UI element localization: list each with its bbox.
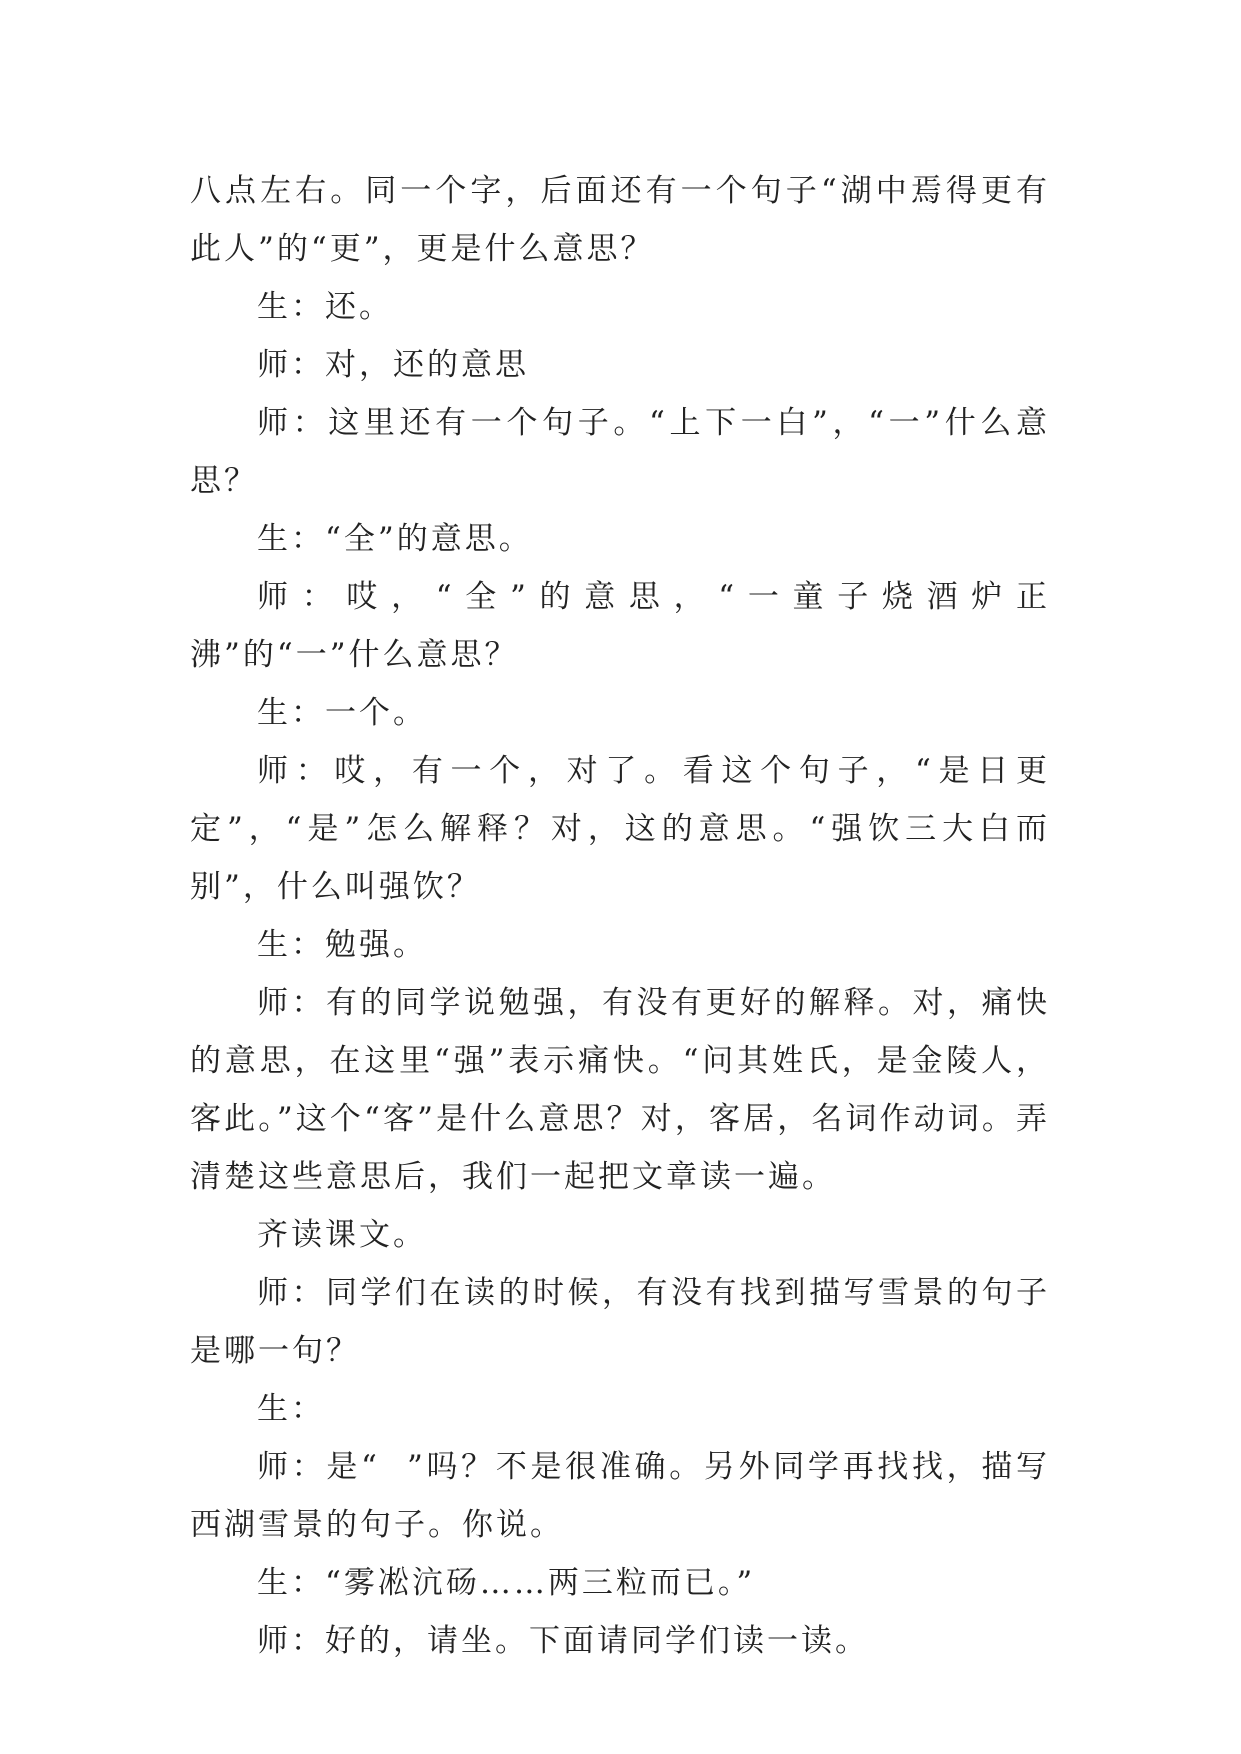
paragraph: 齐读课文。 bbox=[257, 1217, 427, 1253]
paragraph: 师：这里还有一个句子。“上下一白”，“一”什么意思？ bbox=[190, 405, 1050, 499]
paragraph: 八点左右。同一个字，后面还有一个句子“湖中焉得更有此人”的“更”，更是什么意思？ bbox=[190, 173, 1050, 267]
paragraph: 师：有的同学说勉强，有没有更好的解释。对，痛快的意思，在这里“强”表示痛快。“问其姓氏，是金陵人，客此。”这个“客”是什么意思？对，客居，名词作动词。弄清楚这些意思后，我们一起把文章读一遍。 bbox=[190, 985, 1050, 1195]
paragraph: 师：哎，“全”的意思，“一童子烧酒炉正沸”的“一”什么意思？ bbox=[190, 579, 1050, 673]
paragraph: 生：“雾凇沆砀……两三粒而已。” bbox=[257, 1565, 756, 1601]
paragraph: 生： bbox=[257, 1391, 325, 1427]
paragraph: 生：还。 bbox=[257, 289, 393, 325]
paragraph: 师：同学们在读的时候，有没有找到描写雪景的句子是哪一句？ bbox=[190, 1275, 1050, 1369]
paragraph: 师：是“ ”吗？不是很准确。另外同学再找找，描写西湖雪景的句子。你说。 bbox=[190, 1449, 1050, 1543]
paragraph: 师：对，还的意思 bbox=[257, 347, 529, 383]
paragraph: 生：勉强。 bbox=[257, 927, 427, 963]
paragraph: 生：一个。 bbox=[257, 695, 427, 731]
document-page bbox=[190, 162, 1050, 1670]
paragraph: 生：“全”的意思。 bbox=[257, 521, 533, 557]
paragraph: 师：好的，请坐。下面请同学们读一读。 bbox=[257, 1623, 869, 1659]
paragraph: 师：哎，有一个，对了。看这个句子，“是日更定”，“是”怎么解释？对，这的意思。“强饮三大白而别”，什么叫强饮？ bbox=[190, 753, 1050, 905]
